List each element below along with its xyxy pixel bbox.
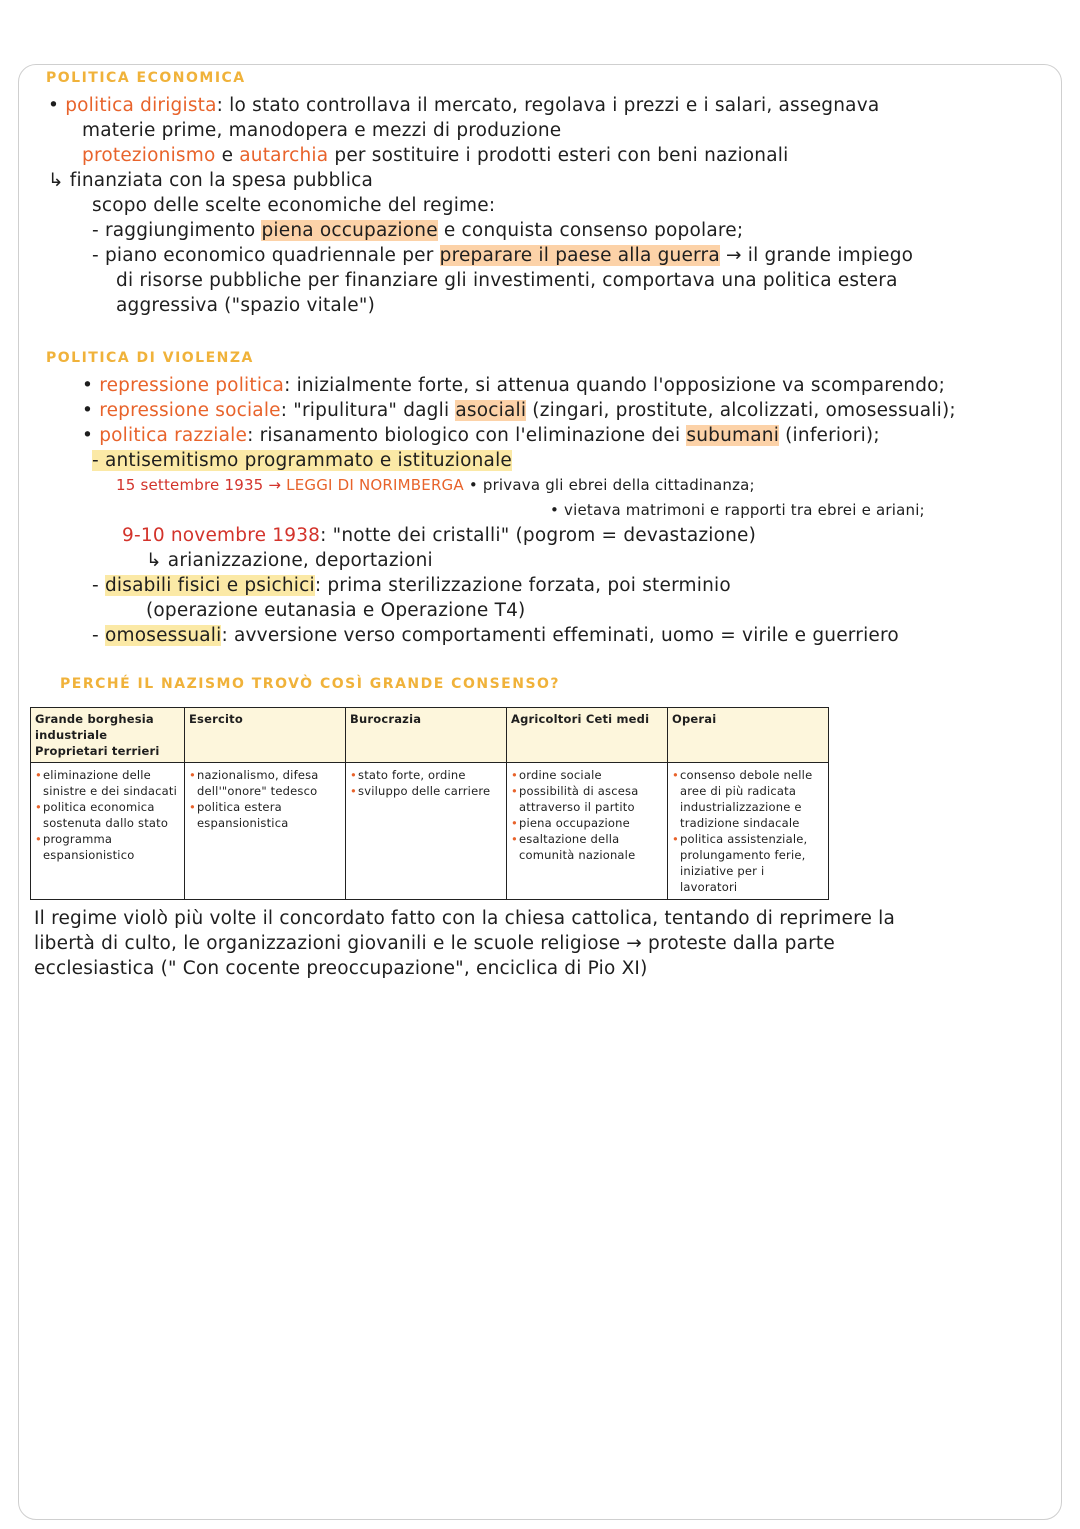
note-text: - — [92, 625, 105, 646]
note-text: e conquista consenso popolare; — [437, 220, 744, 241]
note-text: : lo stato controllava il mercato, regolava i prezzi e i salari, assegnava — [216, 95, 880, 116]
note-text: : "notte dei cristalli" (pogrom = devastazione) — [320, 525, 757, 546]
term-leggi-norimberga: LEGGI DI NORIMBERGA — [286, 476, 464, 494]
highlight-antisemitismo: - antisemitismo programmato e istituzionale — [92, 450, 512, 471]
heading-consenso: PERCHÉ IL NAZISMO TROVÒ COSÌ GRANDE CONSENSO? — [60, 676, 561, 692]
table-header: Operai — [668, 708, 829, 763]
term-repressione-sociale: repressione sociale — [99, 400, 281, 421]
term-protezionismo: protezionismo — [82, 145, 216, 166]
table-header: Burocrazia — [346, 708, 507, 763]
note-text: (zingari, prostitute, alcolizzati, omosessuali); — [526, 400, 956, 421]
term-politica-dirigista: politica dirigista — [65, 95, 217, 116]
term-repressione-politica: repressione politica — [99, 375, 285, 396]
list-item: • consenso debole nelle aree di più radicata industrializzazione e tradizione sindacale — [672, 767, 824, 831]
note-text: - — [92, 575, 105, 596]
note-line: • politica razziale: risanamento biologico con l'eliminazione dei subumani (inferiori); — [82, 425, 880, 446]
table-cell — [185, 763, 346, 900]
note-line — [34, 143, 1064, 168]
note-line: scopo delle scelte economiche del regime: — [92, 195, 496, 216]
note-line: • politica dirigista: lo stato controllava il mercato, regolava i prezzi e i salari, assegnava — [48, 95, 880, 116]
note-text: • privava gli ebrei della cittadinanza; — [463, 476, 755, 494]
table-header: Esercito — [185, 708, 346, 763]
note-line — [34, 218, 1064, 243]
date-9-10-novembre-1938: 9-10 novembre 1938 — [122, 525, 321, 546]
note-line: • vietava matrimoni e rapporti tra ebrei e ariani; — [550, 501, 925, 519]
list-item: • sviluppo delle carriere — [350, 783, 502, 799]
note-text: (inferiori); — [779, 425, 880, 446]
highlight-omosessuali: omosessuali — [104, 625, 222, 646]
list-item: • piena occupazione — [511, 815, 663, 831]
list-item: • esaltazione della comunità nazionale — [511, 831, 663, 863]
note-text: - raggiungimento — [92, 220, 262, 241]
consenso-table — [30, 707, 829, 900]
note-line — [34, 573, 1064, 598]
note-line: (operazione eutanasia e Operazione T4) — [146, 600, 526, 621]
table-cell — [346, 763, 507, 900]
note-line: aggressiva ("spazio vitale") — [116, 295, 376, 316]
note-line: ecclesiastica (" Con cocente preoccupazione", enciclica di Pio XI) — [34, 958, 648, 979]
note-text: e — [215, 145, 240, 166]
term-autarchia: autarchia — [239, 145, 329, 166]
highlight-piena-occupazione: piena occupazione — [261, 220, 438, 241]
table-cell — [31, 763, 185, 900]
note-line — [34, 623, 1064, 648]
table-row — [31, 763, 829, 900]
highlight-asociali: asociali — [455, 400, 527, 421]
note-line — [34, 473, 1064, 498]
note-text: : "ripulitura" dagli — [280, 400, 456, 421]
note-text: : avversione verso comportamenti effeminati, uomo = virile e guerriero — [221, 625, 899, 646]
list-item: • eliminazione delle sinistre e dei sindacati — [35, 767, 180, 799]
note-text: per sostituire i prodotti esteri con beni nazionali — [328, 145, 789, 166]
list-item: • stato forte, ordine — [350, 767, 502, 783]
list-item: • nazionalismo, difesa dell'"onore" tedesco — [189, 767, 341, 799]
highlight-preparare-guerra: preparare il paese alla guerra — [439, 245, 720, 266]
note-line: libertà di culto, le organizzazioni giovanili e le scuole religiose → proteste dalla parte — [34, 933, 835, 954]
list-item: • politica estera espansionistica — [189, 799, 341, 831]
note-line — [34, 243, 1064, 268]
note-line — [34, 523, 1064, 548]
heading-politica-violenza: POLITICA DI VIOLENZA — [46, 350, 254, 366]
note-line: ↳ arianizzazione, deportazioni — [146, 550, 433, 571]
list-item: • ordine sociale — [511, 767, 663, 783]
table-cell — [507, 763, 668, 900]
note-text: - piano economico quadriennale per — [92, 245, 440, 266]
term-politica-razziale: politica razziale — [99, 425, 248, 446]
date-15-settembre-1935: 15 settembre 1935 → — [116, 476, 287, 494]
table-header: Grande borghesia industriale Proprietari terrieri — [31, 708, 185, 763]
notes-content — [34, 66, 1064, 981]
note-line: materie prime, manodopera e mezzi di produzione — [82, 120, 562, 141]
list-item: • politica economica sostenuta dallo stato — [35, 799, 180, 831]
heading-politica-economica: POLITICA ECONOMICA — [46, 70, 246, 86]
note-line: di risorse pubbliche per finanziare gli investimenti, comportava una politica estera — [116, 270, 898, 291]
highlight-disabili: disabili fisici e psichici — [104, 575, 315, 596]
table-header-row — [31, 708, 829, 763]
table-header: Agricoltori Ceti medi — [507, 708, 668, 763]
list-item: • possibilità di ascesa attraverso il partito — [511, 783, 663, 815]
highlight-subumani: subumani — [686, 425, 780, 446]
note-line: • repressione sociale: "ripulitura" dagli asociali (zingari, prostitute, alcolizzati, omosessuali); — [82, 400, 956, 421]
note-text: : inizialmente forte, si attenua quando l'opposizione va scomparendo; — [284, 375, 946, 396]
note-line: • repressione politica: inizialmente forte, si attenua quando l'opposizione va scomparendo; — [82, 375, 946, 396]
note-line: ↳ finanziata con la spesa pubblica — [48, 170, 374, 191]
note-line — [34, 448, 1064, 473]
note-text: : prima sterilizzazione forzata, poi sterminio — [314, 575, 731, 596]
table-cell — [668, 763, 829, 900]
list-item: • programma espansionistico — [35, 831, 180, 863]
note-line: Il regime violò più volte il concordato fatto con la chiesa cattolica, tentando di reprimere la — [34, 908, 896, 929]
note-text: : risanamento biologico con l'eliminazione dei — [247, 425, 687, 446]
list-item: • politica assistenziale, prolungamento ferie, iniziative per i lavoratori — [672, 831, 824, 895]
note-text: → il grande impiego — [719, 245, 914, 266]
